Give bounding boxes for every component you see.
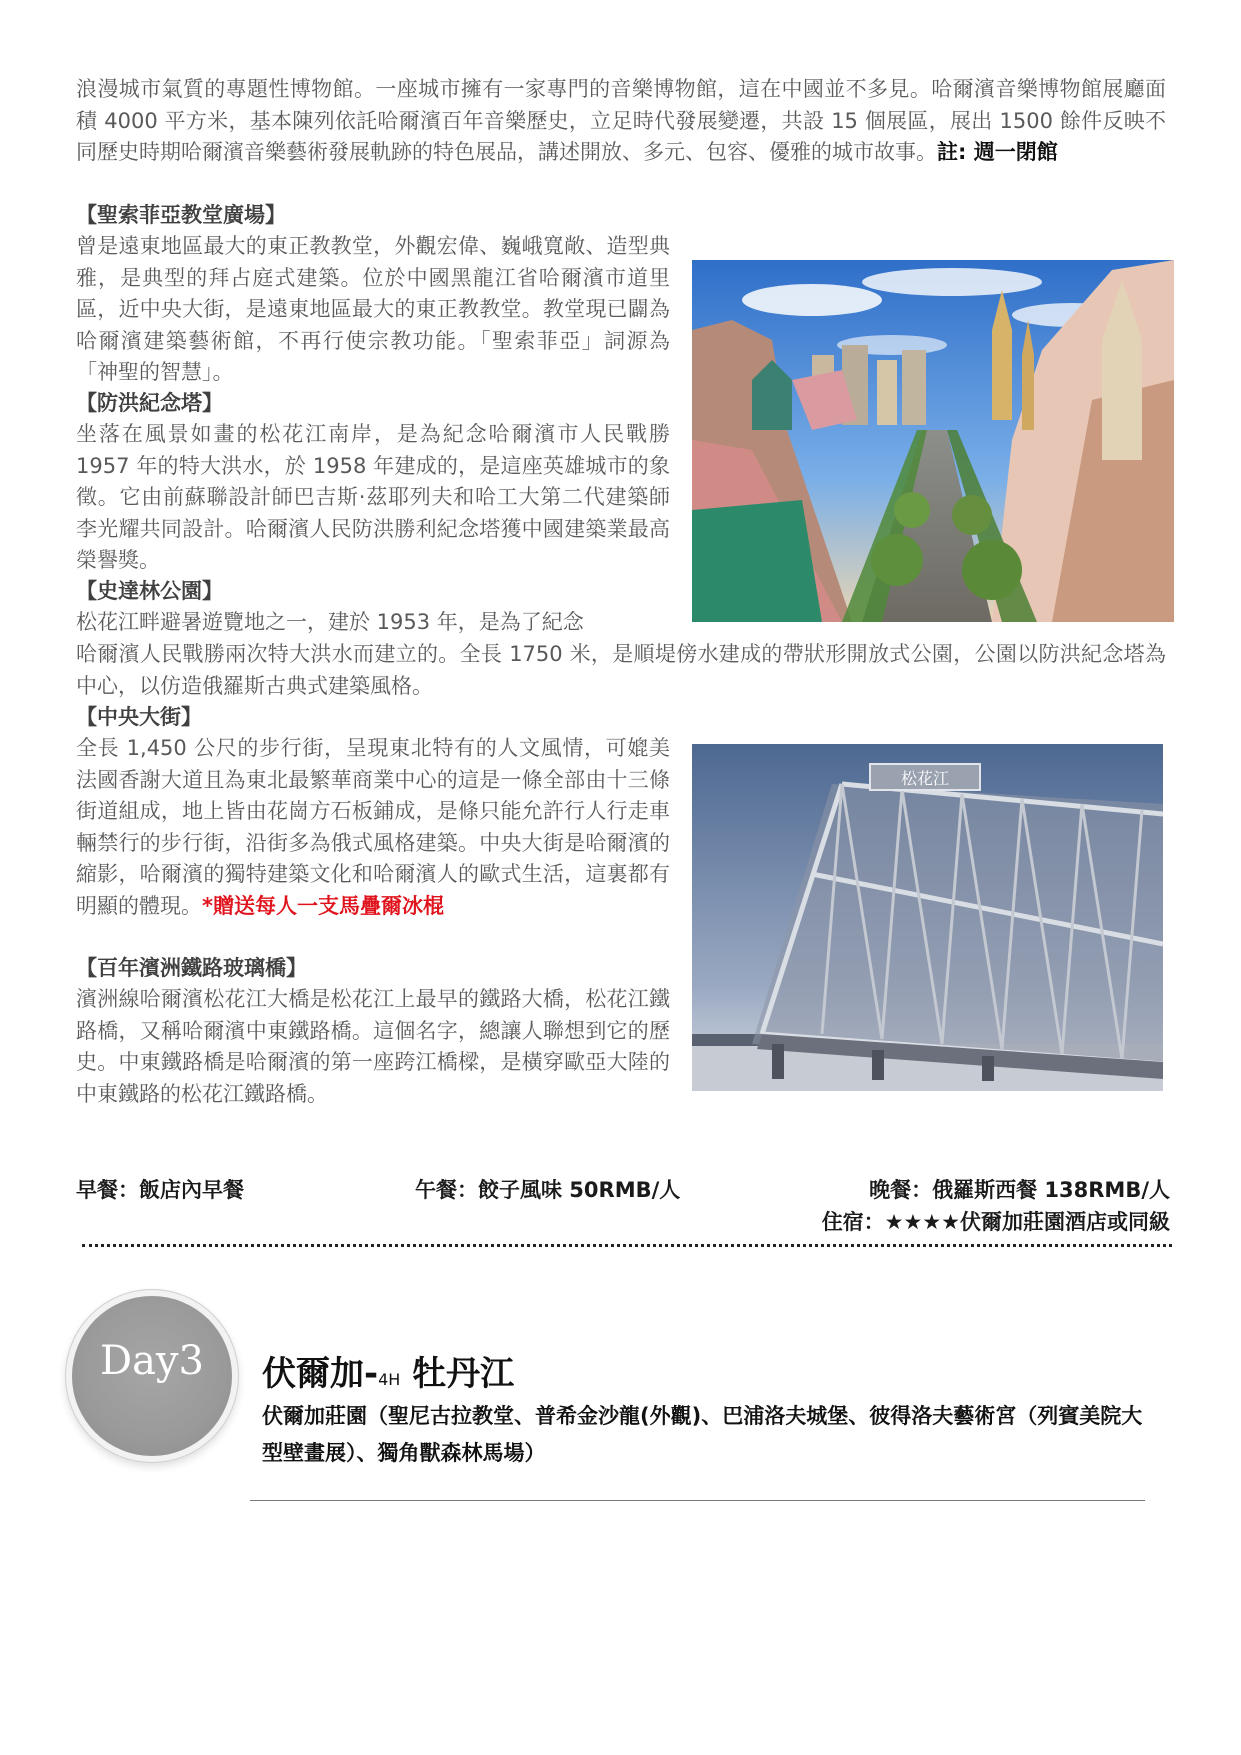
day-title (262, 1346, 514, 1395)
day-label: Day3 (100, 1338, 204, 1384)
hotel-info: 住宿：★★★★伏爾加莊園酒店或同級 (821, 1210, 1170, 1234)
dotted-divider (82, 1244, 1172, 1247)
breakfast-info: 早餐：飯店內早餐 (76, 1178, 244, 1202)
railway-bridge-photo (692, 744, 1163, 1091)
section-text-central (76, 733, 670, 922)
section-text-sophia: 曾是遠東地區最大的東正教教堂，外觀宏偉、巍峨寬敞、造型典雅，是典型的拜占庭式建築。位於中國黑龍江省哈爾濱市道里區，近中央大街，是遠東地區最大的東正教教堂。教堂現已闢為哈爾濱建築藝術館，不再行使宗教功能。「聖索菲亞」詞源為「神聖的智慧」。 (76, 234, 670, 384)
section-title-sophia: 【聖索菲亞教堂廣場】 (76, 203, 286, 227)
section-text-flood: 坐落在風景如畫的松花江南岸，是為紀念哈爾濱市人民戰勝 1957 年的特大洪水，於 1958 年建成的，是這座英雄城市的象徵。它由前蘇聯設計師巴吉斯·茲耶列夫和哈工大第二代建築師李光耀共同設計。哈爾濱人民防洪勝利紀念塔獲中國建築業最高榮譽獎。 (76, 422, 670, 572)
gift-highlight: *贈送每人一支馬疊爾冰棍 (202, 893, 444, 918)
section-title-flood: 【防洪紀念塔】 (76, 391, 223, 415)
intro-text: 浪漫城市氣質的專題性博物館。一座城市擁有一家專門的音樂博物館，這在中國並不多見。哈爾濱音樂博物館展廳面積 4000 平方米，基本陳列依託哈爾濱百年音樂歷史，立足時代發展變遷，共設 15 個展區，展出 1500 餘件反映不同歷史時期哈爾濱音樂藝術發展軌跡的特色展品，講述開放、多元、包容、優雅的城市故事。 (76, 77, 1166, 164)
day-subtitle: 伏爾加莊園（聖尼古拉教堂、普希金沙龍(外觀)、巴浦洛夫城堡、彼得洛夫藝術宮（列賓美院大型壁畫展）、獨角獸森林馬場） (262, 1404, 1143, 1465)
section-text-bridge: 濱洲線哈爾濱松花江大橋是松花江上最早的鐵路大橋，松花江鐵路橋，又稱哈爾濱中東鐵路橋。這個名字，總讓人聯想到它的歷史。中東鐵路橋是哈爾濱的第一座跨江橋樑，是橫穿歐亞大陸的中東鐵路的松花江鐵路橋。 (76, 987, 670, 1106)
section-text-stalin-b: 哈爾濱人民戰勝兩次特大洪水而建立的。全長 1750 米，是順堤傍水建成的帶狀形開放式公園，公園以防洪紀念塔為中心，以仿造俄羅斯古典式建築風格。 (76, 642, 1166, 698)
day-title-from: 伏爾加- (262, 1354, 379, 1394)
section-title-bridge: 【百年濱洲鐵路玻璃橋】 (76, 956, 307, 980)
dinner-info: 晚餐：俄羅斯西餐 138RMB/人 (869, 1178, 1170, 1202)
divider-line (250, 1500, 1145, 1501)
central-text: 全長 1,450 公尺的步行街，呈現東北特有的人文風情，可媲美法國香謝大道且為東北最繁華商業中心的這是一條全部由十三條街道組成，地上皆由花崗方石板鋪成，是條只能允許行人行走車輛禁行的步行街，沿街多為俄式風格建築。中央大街是哈爾濱的縮影，哈爾濱的獨特建築文化和哈爾濱人的歐式生活，這裏都有明顯的體現。 (76, 736, 670, 918)
day-badge (72, 1296, 232, 1456)
lunch-info: 午餐：餃子風味 50RMB/人 (415, 1178, 681, 1202)
intro-paragraph (76, 74, 1166, 169)
section-title-central: 【中央大街】 (76, 705, 202, 729)
central-street-photo (692, 260, 1174, 622)
closing-note: 註: 週一閉館 (937, 140, 1058, 164)
section-title-stalin: 【史達林公園】 (76, 579, 223, 603)
day-title-to: 牡丹江 (400, 1354, 515, 1394)
bridge-sign: 松花江 (900, 769, 950, 788)
day-title-duration: 4H (378, 1370, 401, 1389)
section-text-stalin-a: 松花江畔避暑遊覽地之一，建於 1953 年，是為了紀念 (76, 610, 584, 634)
